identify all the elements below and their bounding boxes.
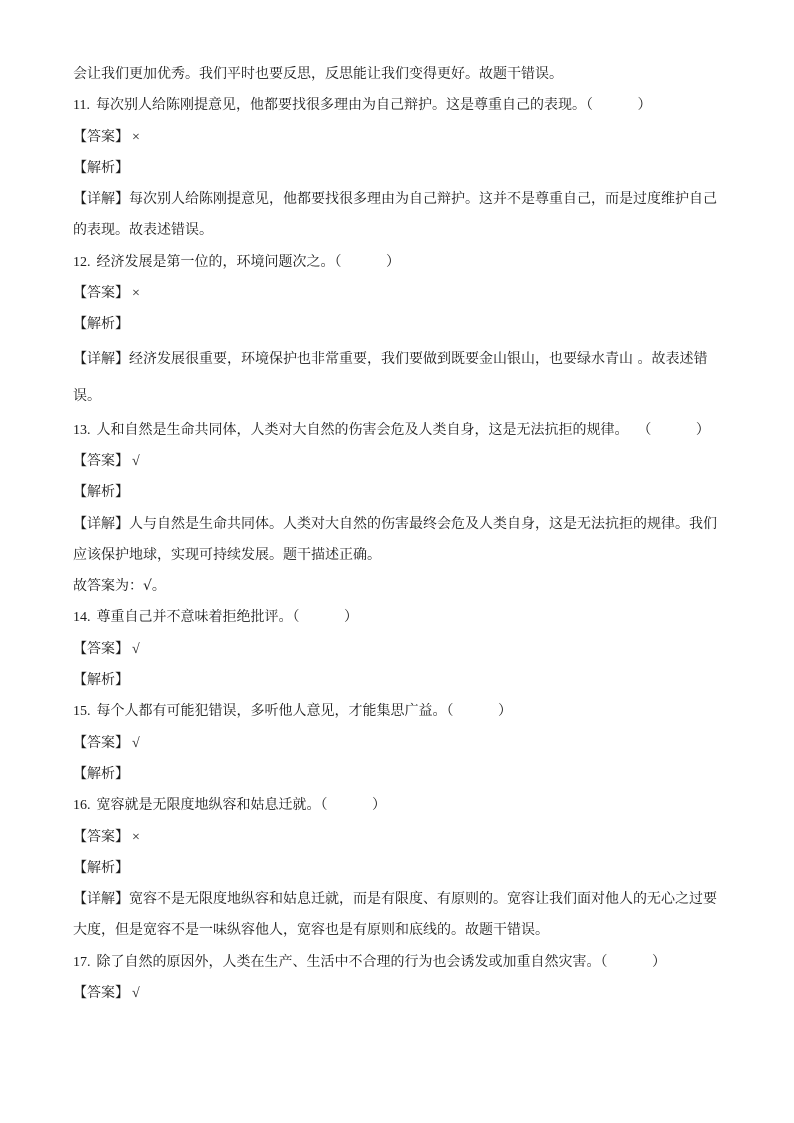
detail-text: 大度，但是宽容不是一味纵容他人，宽容也是有原则和底线的。故题干错误。 — [73, 922, 549, 939]
answer-label: 【答案】 — [73, 285, 129, 302]
question-number: 11. — [73, 98, 90, 114]
question-text: 宽容就是无限度地纵容和姑息迁就。（ ） — [96, 797, 387, 814]
detail-text: 应该保护地球，实现可持续发展。题干描述正确。 — [73, 546, 381, 563]
answer-label: 【答案】 — [73, 985, 129, 1002]
question-number: 14. — [73, 610, 91, 626]
analysis-label: 【解析】 — [73, 159, 129, 176]
question-number: 13. — [73, 422, 91, 438]
document-page — [73, 59, 733, 1009]
detail-label: 【详解】 — [73, 350, 129, 367]
analysis-label: 【解析】 — [73, 765, 129, 782]
answer-label: 【答案】 — [73, 640, 129, 657]
detail-text: 经济发展很重要，环境保护也非常重要，我们要做到既要金山银山，也要绿水青山 。故表述错 — [129, 350, 708, 367]
question-block — [73, 602, 733, 696]
answer-label: 【答案】 — [73, 828, 129, 845]
analysis-label: 【解析】 — [73, 316, 129, 333]
answer-mark: √ — [132, 641, 140, 657]
detail-line — [73, 378, 733, 415]
intro-line: 会让我们更加优秀。我们平时也要反思，反思能让我们变得更好。故题干错误。 — [73, 66, 563, 82]
answer-label: 【答案】 — [73, 734, 129, 751]
analysis-label: 【解析】 — [73, 672, 129, 689]
answer-mark: × — [132, 829, 140, 845]
question-text: 每次别人给陈刚提意见，他都要找很多理由为自己辩护。这是尊重自己的表现。（ ） — [95, 97, 652, 114]
detail-line — [73, 884, 733, 915]
question-block — [73, 790, 733, 946]
question-text: 每个人都有可能犯错误，多听他人意见，才能集思广益。（ ） — [96, 703, 513, 720]
answer-line — [73, 446, 733, 477]
analysis-label: 【解析】 — [73, 859, 129, 876]
detail-line — [73, 215, 733, 246]
answer-line — [73, 728, 733, 759]
question-stem-line — [73, 790, 733, 821]
question-number: 12. — [73, 254, 91, 270]
answer-mark: √ — [132, 453, 140, 469]
question-text: 除了自然的原因外，人类在生产、生活中不合理的行为也会诱发或加重自然灾害。（ ） — [96, 953, 666, 970]
answer-line — [73, 278, 733, 309]
answer-line — [73, 634, 733, 665]
detail-line — [73, 341, 733, 378]
detail-text: 宽容不是无限度地纵容和姑息迁就，而是有限度、有原则的。宽容让我们面对他人的无心之过要 — [129, 891, 717, 908]
answer-line — [73, 122, 733, 153]
detail-line — [73, 509, 733, 540]
detail-text: 误。 — [73, 387, 101, 404]
detail-line — [73, 184, 733, 215]
question-block — [73, 696, 733, 790]
answer-label: 【答案】 — [73, 128, 129, 145]
detail-text: 人与自然是生命共同体。人类对大自然的伤害最终会危及人类自身，这是无法抗拒的规律。我们 — [129, 515, 717, 532]
answer-mark: × — [132, 286, 140, 302]
answer-label: 【答案】 — [73, 452, 129, 469]
question-stem-line — [73, 602, 733, 633]
detail-text: 的表现。故表述错误。 — [73, 222, 213, 239]
question-text: 人和自然是生命共同体，人类对大自然的伤害会危及人类自身，这是无法抗拒的规律。 （ ） — [96, 421, 710, 438]
answer-mark: × — [132, 129, 140, 145]
detail-label: 【详解】 — [73, 191, 129, 208]
question-text: 经济发展是第一位的，环境问题次之。（ ） — [96, 253, 401, 270]
question-stem-line — [73, 415, 733, 446]
question-stem-line — [73, 696, 733, 727]
question-number: 15. — [73, 704, 91, 720]
question-text: 尊重自己并不意味着拒绝批评。（ ） — [96, 609, 359, 626]
question-stem-line — [73, 90, 733, 121]
question-block — [73, 90, 733, 246]
answer-mark: √ — [132, 986, 140, 1002]
question-block — [73, 247, 733, 415]
question-stem-line — [73, 947, 733, 978]
detail-label: 【详解】 — [73, 515, 129, 532]
analysis-label: 【解析】 — [73, 484, 129, 501]
conclusion-line: 故答案为：√。 — [73, 578, 166, 595]
detail-line — [73, 540, 733, 571]
answer-line — [73, 978, 733, 1009]
answer-mark: √ — [132, 735, 140, 751]
detail-label: 【详解】 — [73, 891, 129, 908]
detail-text: 每次别人给陈刚提意见，他都要找很多理由为自己辩护。这并不是尊重自己，而是过度维护自己 — [129, 191, 717, 208]
answer-line — [73, 822, 733, 853]
detail-line — [73, 915, 733, 946]
question-block — [73, 415, 733, 603]
question-number: 17. — [73, 954, 91, 970]
question-block — [73, 947, 733, 1010]
question-number: 16. — [73, 798, 91, 814]
question-stem-line — [73, 247, 733, 278]
